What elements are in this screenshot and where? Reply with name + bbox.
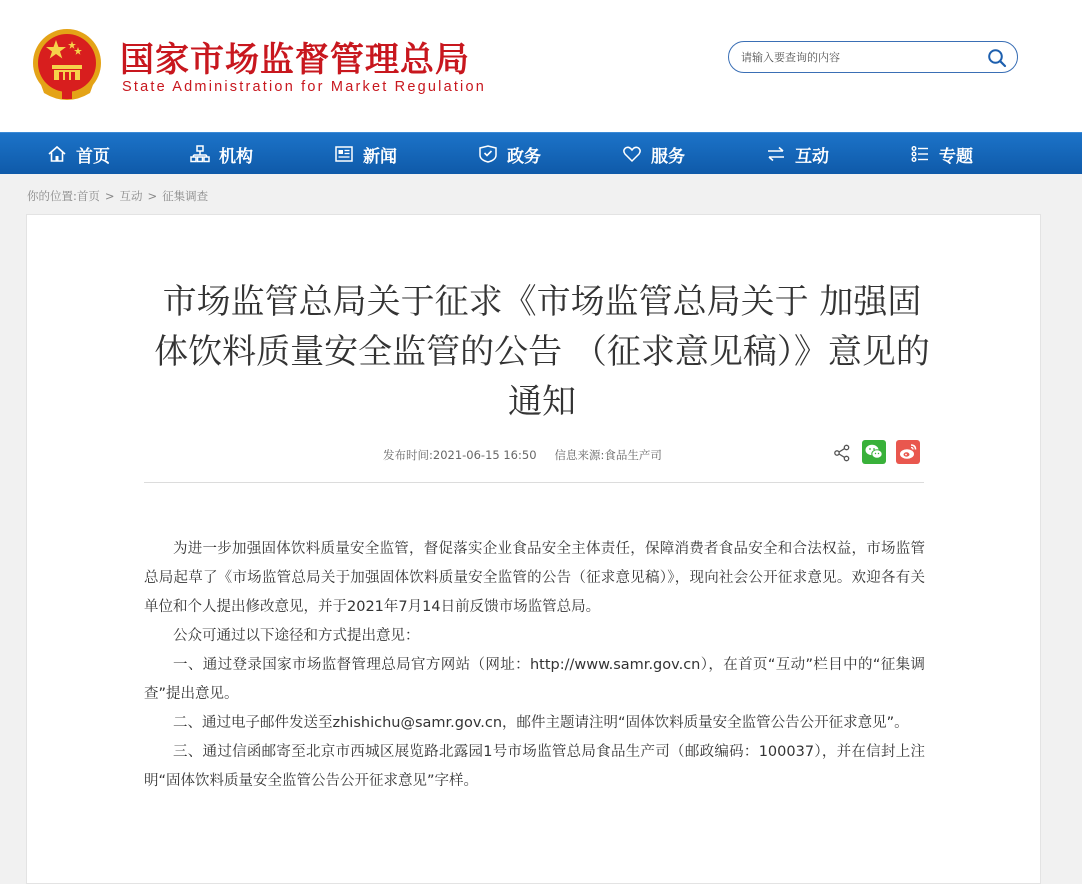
source-value: 食品生产司	[604, 448, 662, 462]
article-paragraph: 三、通过信函邮寄至北京市西城区展览路北露园1号市场监管总局食品生产司（邮政编码：100037），并在信封上注明“固体饮料质量安全监管公告公开征求意见”字样。	[144, 744, 925, 789]
main-nav	[0, 132, 1082, 174]
nav-item-home[interactable]	[47, 133, 110, 175]
breadcrumb-separator: >	[147, 189, 158, 203]
site-logo-subtitle[interactable]: State Administration for Market Regulation	[122, 79, 487, 95]
topics-icon	[910, 144, 930, 164]
article-paragraph: 公众可通过以下途径和方式提出意见：	[173, 628, 420, 644]
article-meta	[383, 447, 662, 463]
nav-label: 专题	[939, 146, 973, 167]
source-label: 信息来源:	[554, 448, 605, 462]
nav-item-interaction[interactable]	[766, 133, 829, 175]
search-icon[interactable]	[987, 48, 1007, 68]
government-shield-icon	[478, 144, 498, 164]
weibo-share-button[interactable]	[896, 440, 920, 464]
nav-label: 服务	[651, 146, 685, 167]
article-divider	[144, 482, 924, 483]
nav-item-topics[interactable]	[910, 133, 973, 175]
publish-time: 2021-06-15 16:50	[432, 448, 537, 462]
article-body	[144, 535, 925, 796]
article-paragraph: 一、通过登录国家市场监督管理总局官方网站（网址：http://www.samr.gov.cn），在首页“互动”栏目中的“征集调查”提出意见。	[144, 657, 925, 702]
article-paragraph: 为进一步加强固体饮料质量安全监管，督促落实企业食品安全主体责任，保障消费者食品安全和合法权益，市场监管总局起草了《市场监管总局关于加强固体饮料质量安全监管的公告（征求意见稿）》，现向社会公开征求意见。欢迎各有关单位和个人提出修改意见，并于2021年7月14日前反馈市场监管总局。	[144, 541, 925, 615]
article-title: 市场监管总局关于征求《市场监管总局关于 加强固体饮料质量安全监管的公告 （征求意见稿）》意见的通知	[154, 282, 930, 422]
home-icon	[47, 144, 67, 164]
article-container	[26, 214, 1041, 884]
heart-icon	[622, 144, 642, 164]
national-emblem-icon[interactable]	[30, 27, 104, 103]
breadcrumb	[27, 188, 208, 204]
nav-label: 互动	[795, 146, 829, 167]
org-chart-icon	[190, 144, 210, 164]
site-logo-title[interactable]: 国家市场监督管理总局	[120, 40, 470, 80]
breadcrumb-separator: >	[104, 189, 115, 203]
breadcrumb-interaction[interactable]: 互动	[119, 189, 143, 203]
wechat-share-button[interactable]	[862, 440, 886, 464]
nav-label: 政务	[507, 146, 541, 167]
nav-label: 新闻	[363, 146, 397, 167]
publish-time-label: 发布时间:	[383, 448, 433, 462]
exchange-arrows-icon	[766, 144, 786, 164]
search-box	[728, 41, 1018, 73]
breadcrumb-prefix: 你的位置:	[27, 189, 77, 203]
nav-item-government[interactable]	[478, 133, 541, 175]
weibo-icon	[896, 440, 920, 464]
nav-item-org[interactable]	[190, 133, 253, 175]
breadcrumb-home[interactable]: 首页	[76, 189, 100, 203]
breadcrumb-survey[interactable]: 征集调查	[162, 189, 209, 203]
site-header	[0, 0, 1082, 132]
wechat-icon	[862, 440, 886, 464]
nav-label: 首页	[76, 146, 110, 167]
article-paragraph: 二、通过电子邮件发送至zhishichu@samr.gov.cn，邮件主题请注明“固体饮料质量安全监管公告公开征求意见”。	[173, 715, 909, 731]
search-input[interactable]	[741, 48, 971, 66]
nav-item-service[interactable]	[622, 133, 685, 175]
news-icon	[334, 144, 354, 164]
nav-item-news[interactable]	[334, 133, 397, 175]
nav-label: 机构	[219, 146, 253, 167]
share-icon[interactable]	[833, 444, 851, 462]
